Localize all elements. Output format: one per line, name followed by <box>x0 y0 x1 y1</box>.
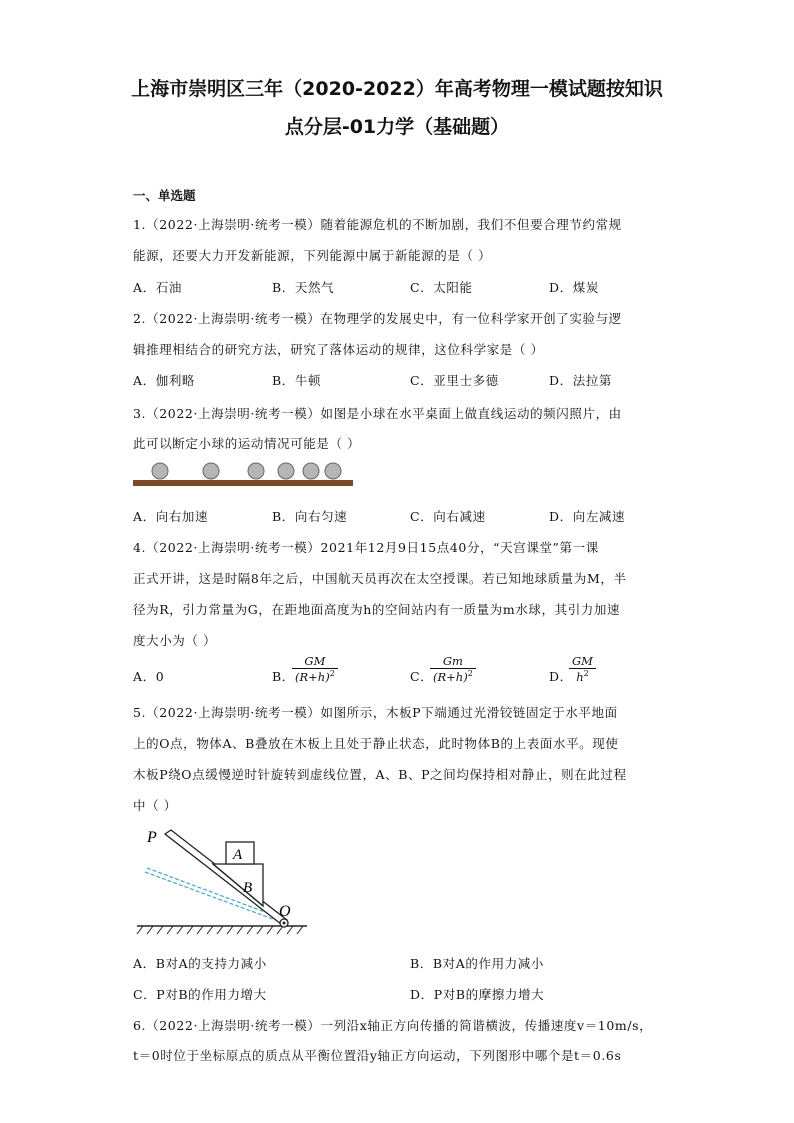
q5-option-d: D．P对B的摩擦力增大 <box>410 987 545 1002</box>
q4-option-b-label: B． <box>272 669 295 684</box>
label-p: P <box>147 829 157 846</box>
table-surface <box>133 480 353 486</box>
q3-option-d: D．向左减速 <box>549 509 626 524</box>
section-heading: 一、单选题 <box>133 188 196 203</box>
q4-d-exponent: 2 <box>583 669 589 678</box>
q2-option-a: A．伽利略 <box>133 373 196 388</box>
q1-stem-line2: 能源，还要大力开发新能源，下列能源中属于新能源的是（ ） <box>133 248 492 263</box>
q5-stem-line3: 木板P绕O点缓慢逆时针旋转到虚线位置，A、B、P之间均保持相对静止，则在此过程 <box>133 767 627 782</box>
q4-option-d-formula <box>569 654 596 684</box>
q4-option-a: A．0 <box>133 669 165 684</box>
document-title-line2: 点分层-01力学（基础题） <box>284 116 510 138</box>
q4-option-c-label: C． <box>410 669 434 684</box>
q2-option-d: D．法拉第 <box>549 373 613 388</box>
label-o: O <box>279 903 291 920</box>
q5-stem-line2: 上的O点，物体A、B叠放在木板上且处于静止状态，此时物体B的上表面水平。现使 <box>133 736 619 751</box>
q2-stem-line1: 2.（2022·上海崇明·统考一模）在物理学的发展史中，有一位科学家开创了实验与逻 <box>133 311 622 326</box>
label-a: A <box>233 847 243 863</box>
document-title-line1: 上海市崇明区三年（2020-2022）年高考物理一模试题按知识 <box>131 78 663 100</box>
q5-option-c: C．P对B的作用力增大 <box>133 987 267 1002</box>
q4-b-exponent: 2 <box>329 669 335 678</box>
q1-option-b: B．天然气 <box>272 280 335 295</box>
q4-option-b-formula <box>292 654 338 684</box>
ground-hatching <box>137 926 303 934</box>
q4-c-denominator: (R+h) <box>433 669 468 684</box>
ball-6 <box>325 463 341 479</box>
q3-stem-line2: 此可以断定小球的运动情况可能是（ ） <box>133 436 361 451</box>
q4-b-denominator: (R+h) <box>295 669 330 684</box>
ball-3 <box>248 463 264 479</box>
q6-stem-line1: 6.（2022·上海崇明·统考一模）一列沿x轴正方向传播的简谐横波，传播速度v＝10m/s， <box>133 1018 653 1033</box>
q4-d-numerator: GM <box>572 654 593 668</box>
q2-stem-line2: 辑推理相结合的研究方法，研究了落体运动的规律，这位科学家是（ ） <box>133 342 544 357</box>
ball-5 <box>303 463 319 479</box>
q4-option-c-formula <box>430 654 476 684</box>
label-b: B <box>243 880 253 896</box>
q1-option-d: D．煤炭 <box>549 280 599 295</box>
q4-c-numerator: Gm <box>442 654 463 668</box>
q1-option-c: C．太阳能 <box>410 280 473 295</box>
q1-option-a: A．石油 <box>133 280 182 295</box>
q6-stem-line2: t＝0时位于坐标原点的质点从平衡位置沿y轴正方向运动，下列图形中哪个是t＝0.6s <box>133 1048 622 1063</box>
strobe-photo-figure <box>130 458 356 492</box>
q1-stem-line1: 1.（2022·上海崇明·统考一模）随着能源危机的不断加剧，我们不但要合理节约常规 <box>133 217 622 232</box>
q4-option-d-label: D． <box>549 669 573 684</box>
q5-option-b: B．B对A的作用力减小 <box>410 956 544 971</box>
ball-4 <box>278 463 294 479</box>
ball-2 <box>203 463 219 479</box>
q4-b-numerator: GM <box>304 654 326 668</box>
q4-c-exponent: 2 <box>467 669 473 678</box>
q3-option-a: A．向右加速 <box>133 509 209 524</box>
incline-board-figure <box>135 822 315 940</box>
q2-option-b: B．牛顿 <box>272 373 322 388</box>
q4-stem-line3: 径为R，引力常量为G，在距地面高度为h的空间站内有一质量为m水球，其引力加速 <box>133 602 621 617</box>
q3-stem-line1: 3.（2022·上海崇明·统考一模）如图是小球在水平桌面上做直线运动的频闪照片，由 <box>133 406 622 421</box>
ball-1 <box>152 463 168 479</box>
q2-option-c: C．亚里士多德 <box>410 373 499 388</box>
q3-option-c: C．向右减速 <box>410 509 486 524</box>
q5-option-a: A．B对A的支持力减小 <box>133 956 267 971</box>
q4-stem-line2: 正式开讲，这是时隔8年之后，中国航天员再次在太空授课。若已知地球质量为M，半 <box>133 571 627 586</box>
q5-stem-line4: 中（ ） <box>133 798 177 813</box>
q4-d-denominator: h <box>576 669 584 684</box>
q5-stem-line1: 5.（2022·上海崇明·统考一模）如图所示，木板P下端通过光滑铰链固定于水平地面 <box>133 705 618 720</box>
q3-option-b: B．向右匀速 <box>272 509 348 524</box>
q4-stem-line1: 4.（2022·上海崇明·统考一模）2021年12月9日15点40分，“天宫课堂”第一课 <box>133 540 599 555</box>
q4-stem-line4: 度大小为（ ） <box>133 633 217 648</box>
